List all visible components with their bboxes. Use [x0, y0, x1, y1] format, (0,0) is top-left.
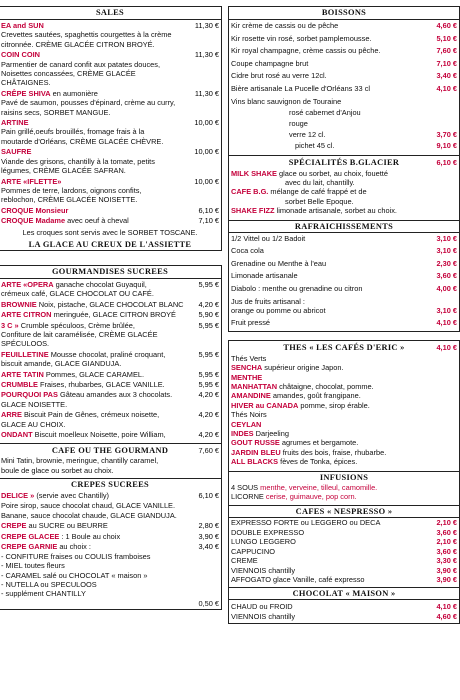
gourmandises-list: [0, 280, 221, 440]
menu-item-suffix: avec oeuf à cheval: [65, 216, 129, 226]
vins-line-1: Vins blanc sauvignon de Touraine: [231, 96, 342, 106]
specialite-name: MILK SHAKE: [231, 168, 277, 178]
menu-item-name: ARTE CITRON: [1, 310, 52, 320]
drink-row: [229, 233, 459, 246]
menu-item-suffix: Noix, pistache, GLACE CHOCOLAT BLANC: [36, 299, 184, 309]
menu-item: [0, 280, 221, 289]
menu-item-name: CREPE GLACEE: [1, 531, 60, 541]
tea-row: [229, 391, 459, 400]
jus-line: orange ou pomme ou abricot: [231, 305, 326, 315]
drink-price: 3,10 €: [436, 246, 457, 256]
drink-label: Bière artisanale La Pucelle d'Orléans 33 cl: [231, 83, 371, 93]
menu-item: [0, 310, 221, 319]
right-column: [228, 6, 460, 624]
presse-row: [229, 318, 459, 327]
drink-price: 4,10 €: [436, 83, 457, 93]
sales-footer: LA GLACE AU CREUX DE L'ASSIETTE: [28, 239, 192, 249]
thes-noirs-list: [229, 420, 459, 467]
menu-item-price: 3,90 €: [198, 531, 219, 541]
cafe-gourmand-line-2: boule de glace ou sorbet au choix.: [1, 465, 114, 475]
drink-row: [229, 547, 459, 556]
cafes-title: CAFES « NESPRESSO »: [295, 507, 393, 517]
menu-item-line: Pavé de saumon, pousses d'épinard, crème au curry,: [1, 98, 176, 108]
drink-row: [229, 45, 459, 58]
drink-row: [229, 33, 459, 46]
gourmandises-section: [0, 265, 222, 610]
menu-item-name: ARTE TATIN: [1, 369, 44, 379]
menu-item-suffix: en aumonière: [50, 88, 98, 98]
menu-item-price: 5,95 €: [198, 349, 219, 359]
specialite-text: limonade artisanale, sorbet au choix.: [274, 206, 397, 216]
menu-item: [0, 147, 221, 156]
jus-price: 3,10 €: [436, 305, 457, 315]
menu-item-price: 10,00 €: [194, 118, 219, 128]
crepes-title: CREPES SUCREES: [71, 480, 149, 490]
gourmandises-title: GOURMANDISES SUCREES: [0, 266, 221, 279]
menu-item-line: Parmentier de canard confit aux patates douces,: [1, 59, 160, 69]
menu-item-name: ARTE «IFLETTE»: [1, 176, 62, 186]
menu-item: [0, 430, 221, 439]
drink-row: [229, 528, 459, 537]
menu-item-price: 5,95 €: [198, 369, 219, 379]
specialite-name: CAFE B.G.: [231, 187, 269, 197]
drink-row: [229, 283, 459, 296]
drink-label: Coupe champagne brut: [231, 58, 309, 68]
drink-price: 7,60 €: [436, 46, 457, 56]
drink-label: CHAUD ou FROID: [231, 602, 293, 612]
specialite-row: [229, 169, 459, 178]
drink-label: Diabolo : menthe ou grenadine ou citron: [231, 283, 363, 293]
drink-label: LUNGO LEGGERO: [231, 537, 296, 547]
specialites-header: [229, 155, 459, 169]
tea-row: [229, 429, 459, 438]
tea-desc: pomme, sirop érable.: [298, 400, 370, 410]
left-column: [0, 6, 222, 610]
menu-item-name: CROQUE Monsieur: [1, 205, 69, 215]
tea-row: [229, 373, 459, 382]
specialite-text: mélange de café frappé et de: [268, 187, 367, 197]
infusion-name-2: LICORNE: [231, 492, 266, 502]
menu-item-name: ARTE «OPERA: [1, 279, 54, 289]
menu-item-line: raisins secs, SORBET MANGUE.: [1, 107, 111, 117]
menu-item: [0, 532, 221, 541]
drink-label: DOUBLE EXPRESSO: [231, 527, 305, 537]
drink-label: Cidre brut rosé au verre 12cl.: [231, 71, 327, 81]
menu-item-price: 2,80 €: [198, 521, 219, 531]
menu-item-line: citronnée. CRÈME GLACÉE CITRON BROYÉ.: [1, 39, 155, 49]
tea-name: AMANDINE: [231, 391, 271, 401]
menu-item-name: CREPE GARNIE: [1, 542, 58, 552]
menu-item-suffix: Mousse chocolat, praliné croquant,: [48, 349, 166, 359]
menu-item-line: crémeux café, GLACE CHOCOLAT OU CAFÉ.: [1, 289, 154, 299]
tea-desc: Darjeeling: [253, 429, 289, 439]
menu-item-name: BROWNIE: [1, 299, 37, 309]
drink-label: Kir rosette vin rosé, sorbet pamplemousse.: [231, 33, 372, 43]
tea-name: GOUT RUSSE: [231, 438, 280, 448]
thes-noirs-label: Thés Noirs: [231, 410, 267, 420]
menu-item-suffix: au choix :: [57, 542, 91, 552]
tea-desc: châtaigne, chocolat, pomme.: [277, 382, 374, 391]
menu-item-line: - supplément CHANTILLY: [1, 589, 86, 599]
menu-item: [0, 542, 221, 551]
drink-price: 2,10 €: [436, 518, 457, 528]
menu-item-line: - NUTELLA ou SPECULOOS: [1, 579, 97, 589]
drink-label: AFFOGATO glace Vanille, café expresso: [231, 574, 365, 584]
drink-price: 3,60 €: [436, 527, 457, 537]
sales-section: [0, 6, 222, 251]
tea-row: [229, 401, 459, 410]
menu-item: [0, 350, 221, 359]
menu-item-suffix: : 1 Boule au choix: [59, 531, 121, 541]
menu-item-price: 5,95 €: [198, 320, 219, 330]
tea-name: MANHATTAN: [231, 382, 278, 391]
drink-row: [229, 518, 459, 527]
menu-item: [0, 390, 221, 399]
tea-name: CEYLAN: [231, 419, 262, 429]
vins-line-2: rosé cabernet d'Anjou: [289, 107, 361, 117]
drink-price: 3,90 €: [436, 565, 457, 575]
drink-label: VIENNOIS chantilly: [231, 565, 296, 575]
menu-item-name: SAUFRE: [1, 147, 32, 157]
specialites-list: [229, 169, 459, 216]
tea-name: JARDIN BLEU: [231, 447, 281, 457]
menu-item-name: CRÊPE SHIVA: [1, 88, 51, 98]
drink-row: [229, 270, 459, 283]
chocolat-title: CHOCOLAT « MAISON »: [292, 589, 396, 599]
specialite-row: [229, 187, 459, 196]
drink-price: 3,60 €: [436, 271, 457, 281]
cafe-gourmand-header: [0, 443, 221, 456]
drink-price: 4,10 €: [436, 602, 457, 612]
drink-label: Coca cola: [231, 246, 264, 256]
specialite-line: avec du lait, chantilly.: [285, 177, 355, 187]
menu-item-suffix: au SUCRE ou BEURRE: [26, 521, 108, 531]
thes-title: THES « LES CAFÉS D'ERIC »: [283, 342, 405, 352]
chocolat-title-rule: [229, 599, 459, 600]
infusion-row-1: [229, 483, 459, 492]
pichet-price: 9,10 €: [436, 140, 457, 150]
menu-item-price: 3,40 €: [198, 542, 219, 552]
thes-header: [229, 341, 459, 354]
infusion-name-1: 4 SOUS: [231, 482, 261, 492]
boissons-title: BOISSONS: [229, 7, 459, 20]
menu-item-line: légumes, CRÈME GLACÉE SAFRAN.: [1, 166, 126, 176]
drink-price: 2,10 €: [436, 537, 457, 547]
menu-item-line: Viande des grisons, chantilly à la tomate, petits: [1, 156, 155, 166]
cafe-gourmand-line-1: Mini Tatin, brownie, meringue, chantilly caramel,: [1, 456, 159, 466]
menu-item: [0, 511, 221, 520]
menu-item-suffix: Banane, sauce chocolat chaude, GLACE GIANDUJA.: [1, 511, 177, 521]
drink-price: 7,10 €: [436, 58, 457, 68]
drink-label: Limonade artisanale: [231, 271, 298, 281]
menu-item: [0, 206, 221, 215]
verre-label: verre 12 cl.: [289, 129, 326, 139]
drink-price: 3,40 €: [436, 71, 457, 81]
menu-item-line: Poire sirop, sauce chocolat chaud, GLACE VANILLE.: [1, 500, 176, 510]
drink-label: Kir crème de cassis ou de pêche: [231, 21, 339, 30]
thes-section: [228, 340, 460, 624]
menu-item-suffix: Crumble spéculoos, Crème brûlée,: [18, 320, 135, 330]
drink-row: [229, 245, 459, 258]
drink-label: CREME: [231, 556, 258, 566]
menu-item-price: 4,20 €: [198, 410, 219, 420]
menu-item-line: Confiture de lait caramélisée, CRÈME GLACÉE SPÉCULOOS.: [1, 329, 158, 349]
drink-price: 3,60 €: [436, 546, 457, 556]
menu-item-suffix: meringuée, GLACE CITRON BROYÉ: [51, 310, 176, 320]
drink-row: [229, 566, 459, 575]
menu-item-line: Pommes de terre, lardons, oignons confits,: [1, 185, 142, 195]
menu-item: [0, 321, 221, 330]
drink-row: [229, 556, 459, 565]
menu-item: [0, 491, 221, 500]
tea-name: HIVER au CANADA: [231, 400, 299, 410]
menu-item: [0, 410, 221, 419]
drink-price: 3,30 €: [436, 556, 457, 566]
menu-item-suffix: Pommes, GLACE CARAMEL.: [43, 369, 145, 379]
drink-row: [229, 20, 459, 33]
tea-row: [229, 382, 459, 391]
cafe-gourmand-title: CAFE OU THE GOURMAND: [51, 446, 169, 456]
menu-item: [0, 300, 221, 309]
crepes-extra-price: 0,50 €: [198, 598, 219, 608]
menu-item: [0, 177, 221, 186]
menu-item: [0, 21, 221, 30]
menu-item-name: POURQUOI PAS: [1, 390, 58, 400]
sales-note: Les croques sont servis avec le SORBET TOSCANE.: [22, 227, 198, 237]
tea-row: [229, 457, 459, 466]
menu-item-suffix: Biscuit moelleux Noisette, poire William,: [32, 430, 166, 440]
menu-item-name: CROQUE Madame: [1, 216, 66, 226]
drink-row: [229, 83, 459, 96]
menu-item: [0, 521, 221, 530]
thes-verts-list: [229, 363, 459, 410]
menu-item-line: GLACE NOISETTE.: [1, 399, 68, 409]
menu-item-price: 5,90 €: [198, 310, 219, 320]
specialites-price: 6,10 €: [436, 157, 457, 167]
drink-price: 4,60 €: [436, 611, 457, 621]
infusion-desc-1: menthe, verveine, tilleul, camomille.: [260, 482, 378, 492]
jus-row: [229, 306, 459, 315]
infusions-title: INFUSIONS: [319, 472, 369, 482]
menu-item-price: 5,95 €: [198, 380, 219, 389]
menu-item: [0, 380, 221, 389]
menu-item-line: reblochon, CRÈME GLACÉE NOISETTE.: [1, 195, 138, 205]
menu-item-suffix: ganache chocolat Guyaquil,: [53, 279, 147, 289]
rafraichissements-title: RAFRAICHISSEMENTS: [294, 221, 394, 231]
specialites-title: SPÉCIALITÉS B.GLACIER: [288, 157, 400, 167]
crepes-extra-row: [0, 599, 221, 609]
chocolat-list: [229, 602, 459, 621]
thes-verts-label: Thés Verts: [231, 353, 267, 363]
menu-item-name: 3 C »: [1, 320, 19, 330]
menu-item-price: 4,20 €: [198, 299, 219, 309]
drink-price: 2,30 €: [436, 258, 457, 268]
tea-desc: agrumes et bergamote.: [279, 438, 359, 448]
tea-desc: supérieur origine Japon.: [262, 363, 344, 373]
menu-item-line: moutarde d'Orléans, CRÈME GLACÉE CHÈVRE.: [1, 136, 164, 146]
menu-item-line: GLACE AU CHOIX.: [1, 419, 66, 429]
drink-label: Grenadine ou Menthe à l'eau: [231, 258, 327, 268]
tea-desc: fèves de Tonka, épices.: [278, 457, 358, 467]
menu-item-name: CRUMBLE: [1, 380, 38, 389]
menu-item: [0, 216, 221, 225]
menu-item-name: ARRE: [1, 410, 22, 420]
tea-desc: amandes, goût frangipane.: [270, 391, 361, 401]
specialite-row: [229, 206, 459, 215]
menu-item-suffix: Fraises, rhubarbes, GLACE VANILLE.: [37, 380, 165, 389]
drink-row: [229, 575, 459, 584]
menu-item-name: COIN COIN: [1, 50, 41, 60]
menu-item-suffix: Gâteau amandes aux 3 chocolats.: [57, 390, 173, 400]
tea-row: [229, 448, 459, 457]
menu-item-line: biscuit amande, GLACE GIANDUJA.: [1, 359, 122, 369]
tea-name: SENCHA: [231, 363, 263, 373]
tea-row: [229, 420, 459, 429]
verre-price: 3,70 €: [436, 129, 457, 139]
vins-block: [229, 96, 459, 151]
menu-item-name: ONDANT: [1, 430, 33, 440]
drink-row: [229, 58, 459, 71]
menu-item-price: 4,20 €: [198, 430, 219, 440]
menu-item-line: - CARAMEL salé ou CHOCOLAT « maison »: [1, 570, 148, 580]
menu-item-price: 7,10 €: [198, 216, 219, 226]
tea-name: INDES: [231, 429, 254, 439]
pichet-row: [231, 140, 459, 151]
drink-row: [229, 258, 459, 271]
menu-item-line: Pain grillé,oeufs brouillés, fromage frais à la: [1, 127, 145, 137]
drink-row: [229, 602, 459, 611]
menu-item-price: 6,10 €: [198, 491, 219, 501]
thes-price: 4,10 €: [436, 342, 457, 352]
drink-label: VIENNOIS chantilly: [231, 611, 296, 621]
menu-item-line: - CONFITURE fraises ou COULIS framboises: [1, 551, 151, 561]
drink-label: CAPPUCINO: [231, 546, 275, 556]
jus-label: Jus de fruits artisanal :: [231, 296, 305, 306]
drink-row: [229, 70, 459, 83]
menu-item-name: CREPE: [1, 521, 27, 531]
menu-item-name: DELICE »: [1, 491, 35, 501]
pichet-label: pichet 45 cl.: [295, 140, 335, 150]
menu-item-line: - MIEL toutes fleurs: [1, 561, 65, 571]
presse-label: Fruit pressé: [231, 318, 271, 328]
menu-item-price: 11,30 €: [194, 21, 219, 30]
drink-label: EXPRESSO FORTE ou LEGGERO ou DECA: [231, 518, 381, 528]
drink-label: Kir royal champagne, crème cassis ou pêche.: [231, 46, 381, 56]
menu-item: [0, 370, 221, 379]
cafes-list: [229, 518, 459, 584]
drink-price: 5,10 €: [436, 33, 457, 43]
tea-row: [229, 363, 459, 372]
menu-item-name: ARTINE: [1, 118, 29, 128]
menu-item-line: Noisettes concassées, CRÈME GLACÉE CHÂTAIGNES.: [1, 69, 136, 88]
verre-row: [231, 129, 459, 140]
boissons-list: [229, 20, 459, 96]
tea-row: [229, 438, 459, 447]
boissons-section: [228, 6, 460, 332]
infusion-desc-2: cerise, guimauve, pop corn.: [265, 492, 357, 502]
drink-row: [229, 612, 459, 621]
menu-item-price: 5,95 €: [198, 279, 219, 289]
menu-item-price: 11,30 €: [194, 50, 219, 60]
menu-item: [0, 89, 221, 98]
crepes-list: [0, 491, 221, 598]
cafe-gourmand-price: 7,60 €: [198, 446, 219, 456]
menu-item-price: 10,00 €: [194, 147, 219, 157]
menu-item: [0, 50, 221, 59]
rafraichissements-list: [229, 233, 459, 296]
menu-item-name: FEUILLETINE: [1, 349, 49, 359]
vins-line-3: rouge: [289, 118, 308, 128]
specialite-text: glace ou sorbet, au choix, fouetté: [277, 168, 388, 178]
drink-price: 4,60 €: [436, 21, 457, 30]
menu-item-line: Crevettes sautées, spaghettis courgettes à la crème: [1, 30, 172, 40]
menu-item-suffix: Biscuit Pain de Gênes, crémeux noisette,: [21, 410, 160, 420]
menu-item-suffix: (servie avec Chantilly): [34, 491, 110, 501]
specialite-name: SHAKE FIZZ: [231, 206, 275, 216]
infusion-row-2: [229, 492, 459, 501]
drink-label: 1/2 Vittel ou 1/2 Badoit: [231, 233, 306, 243]
presse-price: 4,10 €: [436, 318, 457, 328]
menu-item-price: 4,20 €: [198, 390, 219, 400]
tea-name: ALL BLACKS: [231, 457, 279, 467]
sales-list: [0, 21, 221, 226]
drink-price: 4,00 €: [436, 283, 457, 293]
drink-price: 3,10 €: [436, 233, 457, 243]
menu-item-name: EA and SUN: [1, 21, 44, 30]
tea-desc: fruits des bois, fraise, rhubarbe.: [280, 447, 387, 457]
drink-row: [229, 537, 459, 546]
menu-item: [0, 118, 221, 127]
menu-item-price: 6,10 €: [198, 205, 219, 215]
tea-name: MENTHE: [231, 372, 263, 382]
menu-item-price: 11,30 €: [194, 88, 219, 98]
sales-title: SALES: [0, 7, 221, 20]
specialite-line: sorbet Belle Epoque.: [285, 196, 354, 206]
menu-item-price: 10,00 €: [194, 176, 219, 186]
drink-price: 3,90 €: [436, 574, 457, 584]
